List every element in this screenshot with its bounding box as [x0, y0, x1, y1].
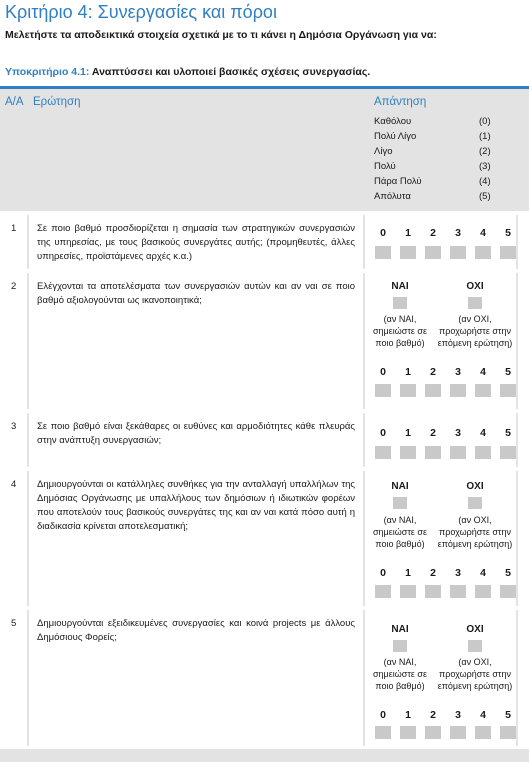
rating-checkbox-4[interactable]	[475, 246, 491, 259]
scale-label: Απόλυτα	[374, 191, 411, 202]
scale-value: (4)	[479, 176, 491, 187]
rating-checkbox-4[interactable]	[475, 585, 491, 598]
rating-checkbox-1[interactable]	[400, 585, 416, 598]
scale-value: (3)	[479, 161, 491, 172]
rating-checkbox-3[interactable]	[450, 585, 466, 598]
yes-checkbox[interactable]	[393, 497, 407, 509]
table-row	[0, 273, 529, 409]
table-row	[0, 215, 529, 269]
rating-checkbox-2[interactable]	[425, 246, 441, 259]
rating-checkbox-2[interactable]	[425, 726, 441, 739]
subcriterion-heading	[5, 66, 370, 78]
rating-checkbox-1[interactable]	[400, 384, 416, 397]
answer-cell: ΝΑΙ ΟΧΙ (αν ΝΑΙ, σημειώστε σε ποιο βαθμό) (αν ΟΧΙ, προχωρήστε στην επόμενη ερώτηση) 0 1 2 3 4 5	[365, 610, 516, 746]
rating-checkbox-1[interactable]	[400, 246, 416, 259]
no-label: ΟΧΙ	[466, 281, 484, 292]
rating-checkbox-5[interactable]	[500, 446, 516, 459]
scale-legend-row	[374, 191, 494, 206]
question-text: Δημιουργούνται οι κατάλληλες συνθήκες για την ανταλλαγή υπαλλήλων της Δημόσιας Οργάνωσης με υπαλλήλους των δημόσιων ή ιδιωτικών φορέων που αποτελούν τους βασικούς συνεργάτες της και αν ναι κατά πόσο αυτή η διαδικασία κρίνεται αποτελεσματική;	[37, 479, 355, 532]
no-checkbox[interactable]	[468, 297, 482, 309]
no-checkbox[interactable]	[468, 497, 482, 509]
rating-checkbox-0[interactable]	[375, 585, 391, 598]
no-note: (αν ΟΧΙ, προχωρήστε στην επόμενη ερώτηση)	[437, 515, 513, 549]
rating-checkbox-2[interactable]	[425, 585, 441, 598]
rating-checkbox-0[interactable]	[375, 446, 391, 459]
rating-checkbox-3[interactable]	[450, 246, 466, 259]
rating-checkbox-3[interactable]	[450, 446, 466, 459]
header-aa: Α/Α	[5, 96, 24, 108]
yes-label: ΝΑΙ	[391, 481, 409, 492]
rating-checkbox-0[interactable]	[375, 246, 391, 259]
yes-note: (αν ΝΑΙ, σημειώστε σε ποιο βαθμό)	[373, 515, 427, 549]
yes-label: ΝΑΙ	[391, 624, 409, 635]
yes-checkbox[interactable]	[393, 640, 407, 652]
rating-checkbox-5[interactable]	[500, 384, 516, 397]
table-row	[0, 413, 529, 467]
row-number: 5	[11, 618, 17, 629]
subcriterion-text: Αναπτύσσει και υλοποιεί βασικές σχέσεις συνεργασίας.	[89, 66, 371, 78]
header-answer: Απάντηση	[374, 96, 427, 108]
yes-note: (αν ΝΑΙ, σημειώστε σε ποιο βαθμό)	[373, 657, 427, 691]
no-note: (αν ΟΧΙ, προχωρήστε στην επόμενη ερώτηση)	[437, 314, 513, 348]
header-question: Ερώτηση	[33, 96, 81, 108]
no-note: (αν ΟΧΙ, προχωρήστε στην επόμενη ερώτηση)	[437, 657, 513, 691]
rating-checkbox-1[interactable]	[400, 446, 416, 459]
scale-label: Πολύ	[374, 161, 396, 172]
scale-value: (1)	[479, 131, 491, 142]
question-text: Σε ποιο βαθμό προσδιορίζεται η σημασία των στρατηγικών συνεργασιών της υπηρεσίας, με τους βασικούς συνεργάτες αυτής; (προμηθευτές, άλλες υπηρεσίες, προϊστάμενες αρχές κ.α.)	[37, 223, 355, 262]
scale-legend-row	[374, 161, 494, 176]
scale-legend	[374, 116, 494, 206]
scale-value: (5)	[479, 191, 491, 202]
scale-value: (2)	[479, 146, 491, 157]
instructions: Μελετήστε τα αποδεικτικά στοιχεία σχετικά με το τι κάνει η Δημόσια Οργάνωση για να:	[5, 29, 437, 41]
scale-label: Πάρα Πολύ	[374, 176, 422, 187]
rating-checkbox-2[interactable]	[425, 446, 441, 459]
table-footer	[0, 749, 529, 762]
yes-checkbox[interactable]	[393, 297, 407, 309]
no-label: ΟΧΙ	[466, 624, 484, 635]
scale-label: Πολύ Λίγο	[374, 131, 417, 142]
table-row	[0, 471, 529, 606]
scale-legend-row	[374, 176, 494, 191]
row-number: 4	[11, 479, 17, 490]
answer-cell: ΝΑΙ ΟΧΙ (αν ΝΑΙ, σημειώστε σε ποιο βαθμό) (αν ΟΧΙ, προχωρήστε στην επόμενη ερώτηση) 0 1 2 3 4 5	[365, 471, 516, 606]
answer-cell: ΝΑΙ ΟΧΙ (αν ΝΑΙ, σημειώστε σε ποιο βαθμό) (αν ΟΧΙ, προχωρήστε στην επόμενη ερώτηση) 0 1 2 3 4 5	[365, 273, 516, 409]
rating-checkbox-2[interactable]	[425, 384, 441, 397]
yes-note: (αν ΝΑΙ, σημειώστε σε ποιο βαθμό)	[373, 314, 427, 348]
question-text: Σε ποιο βαθμό είναι ξεκάθαρες οι ευθύνες και αρμοδιότητες κάθε πλευράς στην ανάπτυξη συνεργασιών;	[37, 421, 355, 446]
rating-checkbox-5[interactable]	[500, 726, 516, 739]
rating-checkbox-0[interactable]	[375, 726, 391, 739]
table-header	[0, 89, 529, 211]
answer-cell: 0 1 2 3 4 5	[365, 413, 516, 467]
table-row	[0, 610, 529, 746]
row-number: 1	[11, 223, 17, 234]
scale-legend-row	[374, 116, 494, 131]
scale-legend-row	[374, 146, 494, 161]
rating-checkbox-3[interactable]	[450, 726, 466, 739]
row-number: 2	[11, 281, 17, 292]
question-text: Δημιουργούνται εξειδικευμένες συνεργασίες και κοινά projects με άλλους Δημόσιους Φορείς;	[37, 618, 355, 643]
rating-checkbox-4[interactable]	[475, 446, 491, 459]
rating-checkbox-5[interactable]	[500, 246, 516, 259]
question-text: Ελέγχονται τα αποτελέσματα των συνεργασιών αυτών και αν ναι σε ποιο βαθμό αξιολογούνται ως ικανοποιητικά;	[37, 281, 355, 306]
rating-checkbox-3[interactable]	[450, 384, 466, 397]
answer-cell: 0 1 2 3 4 5	[365, 215, 516, 269]
yes-label: ΝΑΙ	[391, 281, 409, 292]
rating-checkbox-4[interactable]	[475, 384, 491, 397]
scale-label: Λίγο	[374, 146, 393, 157]
subcriterion-key: Υποκριτήριο 4.1:	[5, 66, 90, 78]
no-label: ΟΧΙ	[466, 481, 484, 492]
scale-label: Καθόλου	[374, 116, 412, 127]
scale-value: (0)	[479, 116, 491, 127]
rating-checkbox-1[interactable]	[400, 726, 416, 739]
rating-checkbox-5[interactable]	[500, 585, 516, 598]
row-number: 3	[11, 421, 17, 432]
scale-legend-row	[374, 131, 494, 146]
no-checkbox[interactable]	[468, 640, 482, 652]
rating-checkbox-4[interactable]	[475, 726, 491, 739]
rating-checkbox-0[interactable]	[375, 384, 391, 397]
page-title: Κριτήριο 4: Συνεργασίες και πόροι	[5, 2, 277, 22]
